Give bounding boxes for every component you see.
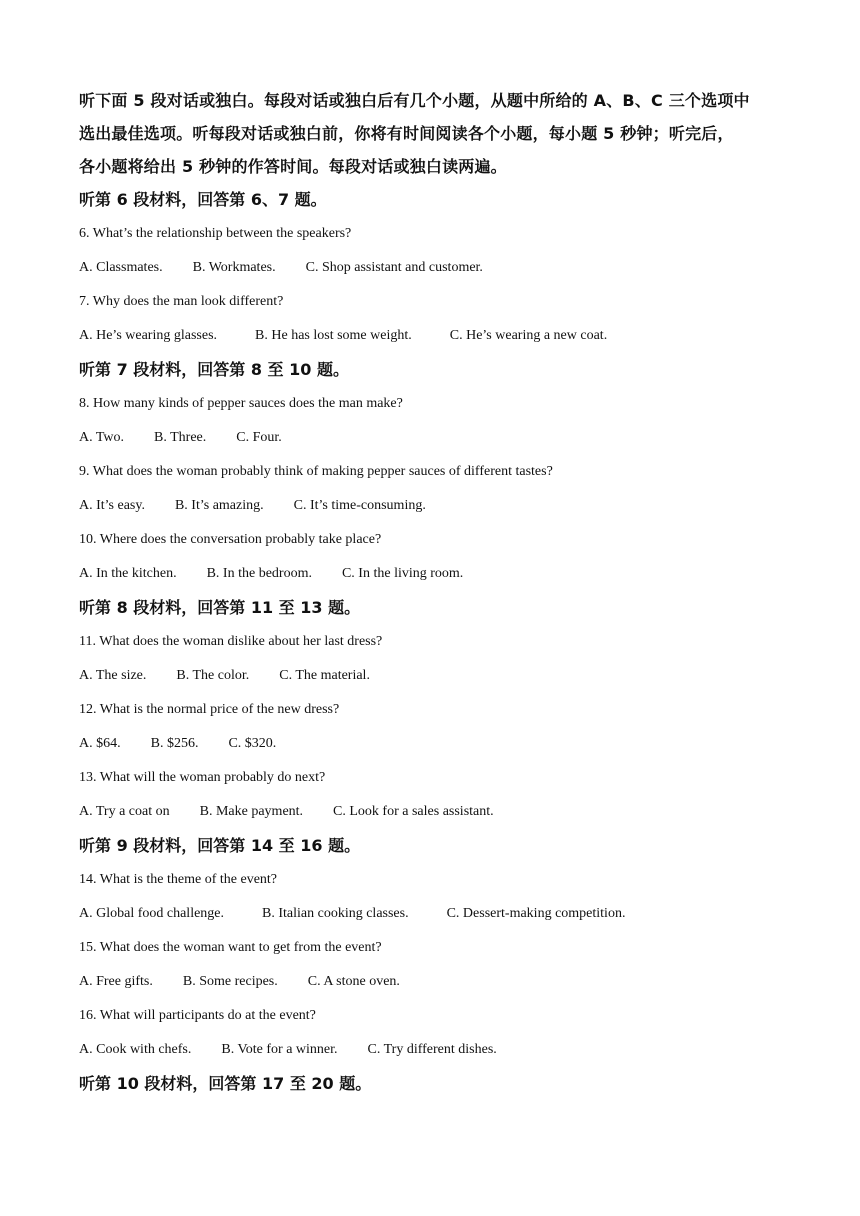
options-8 — [79, 421, 789, 455]
question-11: 11. What does the woman dislike about her last dress? — [79, 634, 383, 649]
option-c: C. Shop assistant and customer. — [305, 260, 483, 275]
question-14: 14. What is the theme of the event? — [79, 872, 278, 887]
option-a: A. Classmates. — [79, 260, 163, 275]
option-c: C. Dessert-making competition. — [446, 906, 626, 921]
option-a: A. The size. — [79, 668, 147, 683]
section-heading: 听第 6 段材料，回答第 6、7 题。 — [79, 190, 327, 209]
options-13 — [79, 795, 789, 829]
options-16 — [79, 1033, 789, 1067]
option-a: A. Global food challenge. — [79, 906, 225, 921]
options-11 — [79, 659, 789, 693]
question-13: 13. What will the woman probably do next? — [79, 770, 326, 785]
options-10 — [79, 557, 789, 591]
question-9: 9. What does the woman probably think of making pepper sauces of different tastes? — [79, 464, 553, 479]
option-b: B. Some recipes. — [182, 974, 278, 989]
listening-instructions — [79, 84, 789, 183]
options-14 — [79, 897, 789, 931]
instruction-line: 各小题将给出 5 秒钟的作答时间。每段对话或独白读两遍。 — [79, 157, 507, 176]
question-16: 16. What will participants do at the event? — [79, 1008, 316, 1023]
exam-page — [79, 84, 789, 1101]
option-c: C. Look for a sales assistant. — [333, 804, 494, 819]
option-a: A. He’s wearing glasses. — [79, 328, 218, 343]
options-12 — [79, 727, 789, 761]
question-6: 6. What’s the relationship between the speakers? — [79, 226, 352, 241]
section-heading: 听第 9 段材料，回答第 14 至 16 题。 — [79, 836, 361, 855]
option-c: C. Four. — [236, 430, 282, 445]
question-10: 10. Where does the conversation probably take place? — [79, 532, 382, 547]
section-heading: 听第 7 段材料，回答第 8 至 10 题。 — [79, 360, 349, 379]
option-a: A. Free gifts. — [79, 974, 153, 989]
section-heading: 听第 10 段材料，回答第 17 至 20 题。 — [79, 1074, 372, 1093]
option-a: A. $64. — [79, 736, 121, 751]
options-15 — [79, 965, 789, 999]
instruction-line: 听下面 5 段对话或独白。每段对话或独白后有几个小题，从题中所给的 A、B、C 三个选项中 — [79, 91, 750, 110]
option-b: B. He has lost some weight. — [255, 328, 412, 343]
option-c: C. Try different dishes. — [367, 1042, 497, 1057]
question-12: 12. What is the normal price of the new dress? — [79, 702, 340, 717]
option-a: A. In the kitchen. — [79, 566, 177, 581]
option-b: B. Three. — [154, 430, 207, 445]
option-c: C. He’s wearing a new coat. — [449, 328, 608, 343]
option-b: B. Italian cooking classes. — [262, 906, 409, 921]
option-c: C. It’s time-consuming. — [293, 498, 426, 513]
option-c: C. A stone oven. — [307, 974, 400, 989]
option-c: C. $320. — [228, 736, 277, 751]
section-heading: 听第 8 段材料，回答第 11 至 13 题。 — [79, 598, 361, 617]
option-a: A. Two. — [79, 430, 125, 445]
options-7 — [79, 319, 789, 353]
option-a: A. It’s easy. — [79, 498, 145, 513]
option-b: B. The color. — [176, 668, 250, 683]
option-a: A. Cook with chefs. — [79, 1042, 192, 1057]
option-b: B. Make payment. — [199, 804, 304, 819]
question-15: 15. What does the woman want to get from the event? — [79, 940, 382, 955]
option-b: B. It’s amazing. — [174, 498, 264, 513]
question-7: 7. Why does the man look different? — [79, 294, 284, 309]
option-b: B. Workmates. — [192, 260, 276, 275]
options-9 — [79, 489, 789, 523]
instruction-line: 选出最佳选项。听每段对话或独白前，你将有时间阅读各个小题，每小题 5 秒钟；听完后， — [79, 124, 734, 143]
option-b: B. $256. — [150, 736, 199, 751]
option-c: C. In the living room. — [341, 566, 464, 581]
option-a: A. Try a coat on — [79, 804, 170, 819]
option-c: C. The material. — [279, 668, 370, 683]
option-b: B. In the bedroom. — [206, 566, 312, 581]
options-6 — [79, 251, 789, 285]
option-b: B. Vote for a winner. — [221, 1042, 338, 1057]
question-8: 8. How many kinds of pepper sauces does the man make? — [79, 396, 403, 411]
